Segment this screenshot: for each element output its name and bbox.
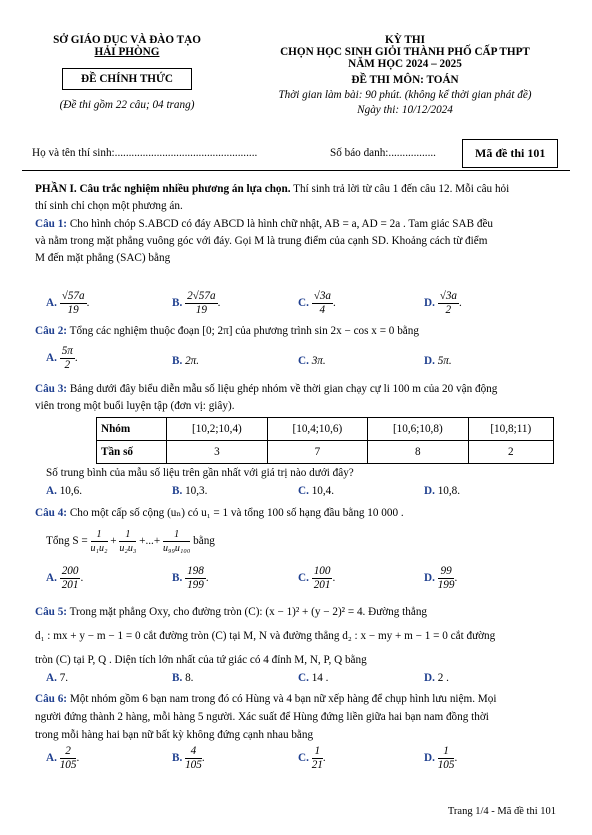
operator: + — [110, 535, 117, 548]
option-key: C. — [298, 572, 309, 585]
part1-desc-2: thí sinh chỉ chọn một phương án. — [35, 200, 183, 212]
numerator: 1 — [163, 528, 190, 542]
option-key: B. — [172, 752, 183, 765]
question-text: Tổng các nghiệm thuộc đoạn [0; 2π] của phương trình sin 2x − cos x = 0 bằng — [67, 325, 419, 337]
table-cell: Nhóm — [97, 418, 167, 441]
numerator: 2 — [60, 745, 77, 759]
q4-option-d[interactable]: D. $\frac{99}{199}$ . — [424, 565, 458, 591]
option-value: 10,4. — [311, 485, 335, 497]
option-key: D. — [424, 572, 435, 585]
option-key: C. — [298, 297, 309, 310]
q4-option-b[interactable]: B. $\frac{198}{199}$ . — [172, 565, 209, 591]
denominator: u₉₉u₁₀₀ — [162, 543, 191, 554]
question-label: Câu 2: — [35, 325, 68, 337]
option-value: 2π. — [185, 355, 200, 367]
q3-option-d[interactable] — [424, 485, 460, 497]
part1-intro — [35, 181, 555, 215]
numerator: 1 — [312, 745, 323, 759]
option-value: 3π. — [311, 355, 326, 367]
official-badge: ĐỀ CHÍNH THỨC — [62, 68, 192, 90]
question-text: Cho một cấp số cộng (uₙ) có u₁ = 1 và tổng 100 số hạng đầu bằng 10 000 . — [67, 507, 404, 519]
q2-option-a[interactable]: A. $\frac{5\pi}{2}$ . — [46, 345, 78, 371]
question-label: Câu 3: — [35, 383, 68, 395]
denominator: 105 — [59, 759, 77, 771]
question-text: M đến mặt phẳng (SAC) bằng — [35, 252, 171, 264]
question-label: Câu 1: — [35, 218, 68, 230]
option-key: B. — [172, 672, 183, 684]
q3-option-c[interactable] — [298, 485, 334, 497]
question-2 — [35, 323, 555, 340]
question-4 — [35, 505, 555, 522]
option-value: 2 . — [437, 672, 449, 684]
q3-option-b[interactable] — [172, 485, 207, 497]
table-cell: 7 — [267, 441, 367, 464]
q3-option-a[interactable] — [46, 485, 82, 497]
part1-title: PHẦN I. Câu trắc nghiệm nhiều phương án lựa chọn. — [35, 183, 291, 195]
department: SỞ GIÁO DỤC VÀ ĐÀO TẠO — [53, 34, 201, 46]
option-key: C. — [298, 485, 309, 497]
question-text: viên trong một buổi luyện tập (đơn vị: giây). — [35, 400, 235, 412]
denominator: 19 — [67, 304, 79, 316]
candidate-number-field: Số báo danh:................. — [330, 147, 436, 159]
question-text: Bảng dưới đây biểu diễn mẫu số liệu ghép nhóm về thời gian chạy cự li 100 m của 20 vận động — [67, 383, 498, 395]
numerator: 1 — [438, 745, 455, 759]
denominator: 21 — [311, 759, 323, 771]
q6-option-d[interactable]: D. $\frac{1}{105}$ . — [424, 745, 458, 771]
option-key: A. — [46, 572, 57, 585]
table-cell: 8 — [368, 441, 468, 464]
numerator: 100 — [313, 565, 331, 577]
school-year: NĂM HỌC 2024 – 2025 — [348, 58, 462, 70]
option-key: C. — [298, 355, 309, 367]
denominator: 199 — [437, 579, 455, 591]
q5-option-d[interactable] — [424, 672, 449, 684]
option-key: A. — [46, 752, 57, 765]
option-key: B. — [172, 485, 183, 497]
q4-option-a[interactable]: A. $\frac{200}{201}$ . — [46, 565, 84, 591]
q2-option-d[interactable] — [424, 355, 452, 367]
denominator: 105 — [185, 759, 202, 771]
option-key: B. — [172, 572, 183, 585]
numerator: 1 — [91, 528, 108, 542]
numerator: 2√57a — [187, 290, 216, 302]
option-key: B. — [172, 355, 183, 367]
question-text: và nằm trong mặt phẳng vuông góc với đáy. Gọi M là trung điểm của cạnh SD. Khoảng cách từ điểm — [35, 235, 488, 247]
option-key: D. — [424, 752, 435, 765]
exam-subtitle: CHỌN HỌC SINH GIỎI THÀNH PHỐ CẤP THPT — [280, 46, 530, 58]
table-cell: [10,2;10,4) — [167, 418, 267, 441]
part1-desc: Thí sinh trả lời từ câu 1 đến câu 12. Mỗi câu hỏi — [290, 183, 510, 195]
q5-option-c[interactable] — [298, 672, 328, 684]
option-key: A. — [46, 672, 57, 684]
numerator: √3a — [313, 290, 332, 302]
table-cell: [10,6;10,8) — [368, 418, 468, 441]
option-value: 8. — [185, 672, 194, 684]
q5-option-a[interactable] — [46, 672, 68, 684]
frequency-table — [96, 417, 554, 464]
question-label: Câu 6: — [35, 693, 68, 705]
table-cell: [10,8;11) — [468, 418, 553, 441]
exam-date: Ngày thi: 10/12/2024 — [357, 104, 453, 116]
question-label: Câu 4: — [35, 507, 68, 519]
q4-option-c[interactable]: C. $\frac{100}{201}$ . — [298, 565, 336, 591]
option-value: 7. — [59, 672, 69, 684]
q1-option-a[interactable]: A. $\frac{√57a}{19}$ . — [46, 290, 90, 316]
option-key: A. — [46, 297, 57, 310]
table-cell: Tần số — [97, 441, 167, 464]
operator: +...+ — [139, 535, 161, 548]
numerator: 200 — [61, 565, 79, 577]
option-key: D. — [424, 297, 435, 310]
question-text: Cho hình chóp S.ABCD có đáy ABCD là hình chữ nhật, AB = a, AD = 2a . Tam giác SAB đều — [67, 218, 494, 230]
table-cell: 2 — [468, 441, 553, 464]
numerator: 99 — [438, 565, 455, 579]
denominator: 19 — [195, 304, 207, 316]
option-key: C. — [298, 672, 309, 684]
denominator: 2 — [64, 359, 71, 371]
table-row — [97, 441, 554, 464]
denominator: 199 — [187, 579, 204, 591]
q1-option-c[interactable]: C. $\frac{√3a}{4}$ . — [298, 290, 336, 316]
denominator: 4 — [319, 304, 326, 316]
numerator: 4 — [185, 745, 202, 759]
question-text: d₁ : mx + y − m − 1 = 0 cắt đường tròn (C) tại M, N và đường thẳng d₂ : x − my + m − 1 = 0 cắt đường — [35, 630, 496, 642]
question-6 — [35, 690, 555, 744]
sum-expression — [46, 528, 215, 555]
city: HẢI PHÒNG — [94, 46, 160, 58]
table-cell: 3 — [167, 441, 267, 464]
header-right — [240, 34, 570, 116]
option-key: D. — [424, 485, 435, 497]
option-key: B. — [172, 297, 183, 310]
question-3 — [35, 381, 555, 415]
exam-note: (Đề thi gồm 22 câu; 04 trang) — [59, 99, 195, 111]
q2-option-b[interactable] — [172, 355, 199, 367]
denominator: 201 — [61, 579, 79, 591]
question-text: trong mỗi hàng hai bạn nữ bất kỳ không đứng cạnh nhau bằng — [35, 729, 314, 741]
numerator: 5π — [61, 345, 73, 357]
divider — [22, 170, 570, 171]
q5-option-b[interactable] — [172, 672, 193, 684]
option-value: 5π. — [437, 355, 452, 367]
q6-option-b[interactable]: B. $\frac{4}{105}$ . — [172, 745, 205, 771]
option-value: 10,3. — [185, 485, 208, 497]
numerator: √57a — [61, 290, 85, 302]
denominator: 105 — [437, 759, 455, 771]
denominator: 2 — [445, 304, 452, 316]
exam-time: Thời gian làm bài: 90 phút. (không kể thời gian phát đề) — [278, 89, 532, 101]
page-footer: Trang 1/4 - Mã đề thi 101 — [447, 806, 556, 817]
table-row — [97, 418, 554, 441]
question-text: tròn (C) tại P, Q . Diện tích lớn nhất của tứ giác có 4 đỉnh M, N, P, Q bằng — [35, 654, 367, 666]
sum-prefix: Tổng S = — [46, 535, 88, 548]
q6-option-c[interactable]: C. $\frac{1}{21}$ . — [298, 745, 326, 771]
option-key: C. — [298, 752, 309, 765]
denominator: 201 — [313, 579, 331, 591]
question-label: Câu 5: — [35, 606, 68, 618]
denominator: u₂u₃ — [119, 543, 137, 554]
question-text: Trong mặt phẳng Oxy, cho đường tròn (C): (x − 1)² + (y − 2)² = 4. Đường thẳng — [67, 606, 428, 618]
q6-option-a[interactable]: A. $\frac{2}{105}$ . — [46, 745, 80, 771]
sum-suffix: bằng — [193, 535, 215, 548]
exam-title: KỲ THI — [385, 34, 425, 46]
numerator: 198 — [187, 565, 204, 577]
q2-option-c[interactable] — [298, 355, 326, 367]
table-cell: [10,4;10,6) — [267, 418, 367, 441]
candidate-name-field: Họ và tên thí sinh:................................................... — [32, 147, 258, 159]
header-left — [22, 34, 232, 111]
exam-code-box: Mã đề thi 101 — [462, 139, 558, 168]
option-key: A. — [46, 485, 57, 497]
question-3-prompt: Số trung bình của mẫu số liệu trên gần nhất với giá trị nào dưới đây? — [46, 467, 354, 479]
option-key: A. — [46, 352, 57, 365]
question-1 — [35, 216, 555, 267]
option-key: D. — [424, 355, 435, 367]
question-5 — [35, 600, 555, 672]
option-value: 14 . — [311, 672, 329, 684]
option-value: 10,6. — [59, 485, 83, 497]
subject: ĐỀ THI MÔN: TOÁN — [351, 74, 459, 86]
q1-option-b[interactable]: B. $\frac{2√57a}{19}$ . — [172, 290, 221, 316]
numerator: √3a — [439, 290, 458, 302]
denominator: u₁u₂ — [90, 543, 108, 554]
option-value: 10,8. — [437, 485, 461, 497]
question-text: Một nhóm gồm 6 bạn nam trong đó có Hùng và 4 bạn nữ xếp hàng để chụp hình lưu niệm. Mọi — [67, 693, 497, 705]
option-key: D. — [424, 672, 435, 684]
question-text: người đứng thành 2 hàng, mỗi hàng 5 người. Xác suất để Hùng đứng liền giữa hai bạn nam đồng thời — [35, 711, 489, 723]
numerator: 1 — [119, 528, 136, 542]
q1-option-d[interactable]: D. $\frac{√3a}{2}$ . — [424, 290, 462, 316]
